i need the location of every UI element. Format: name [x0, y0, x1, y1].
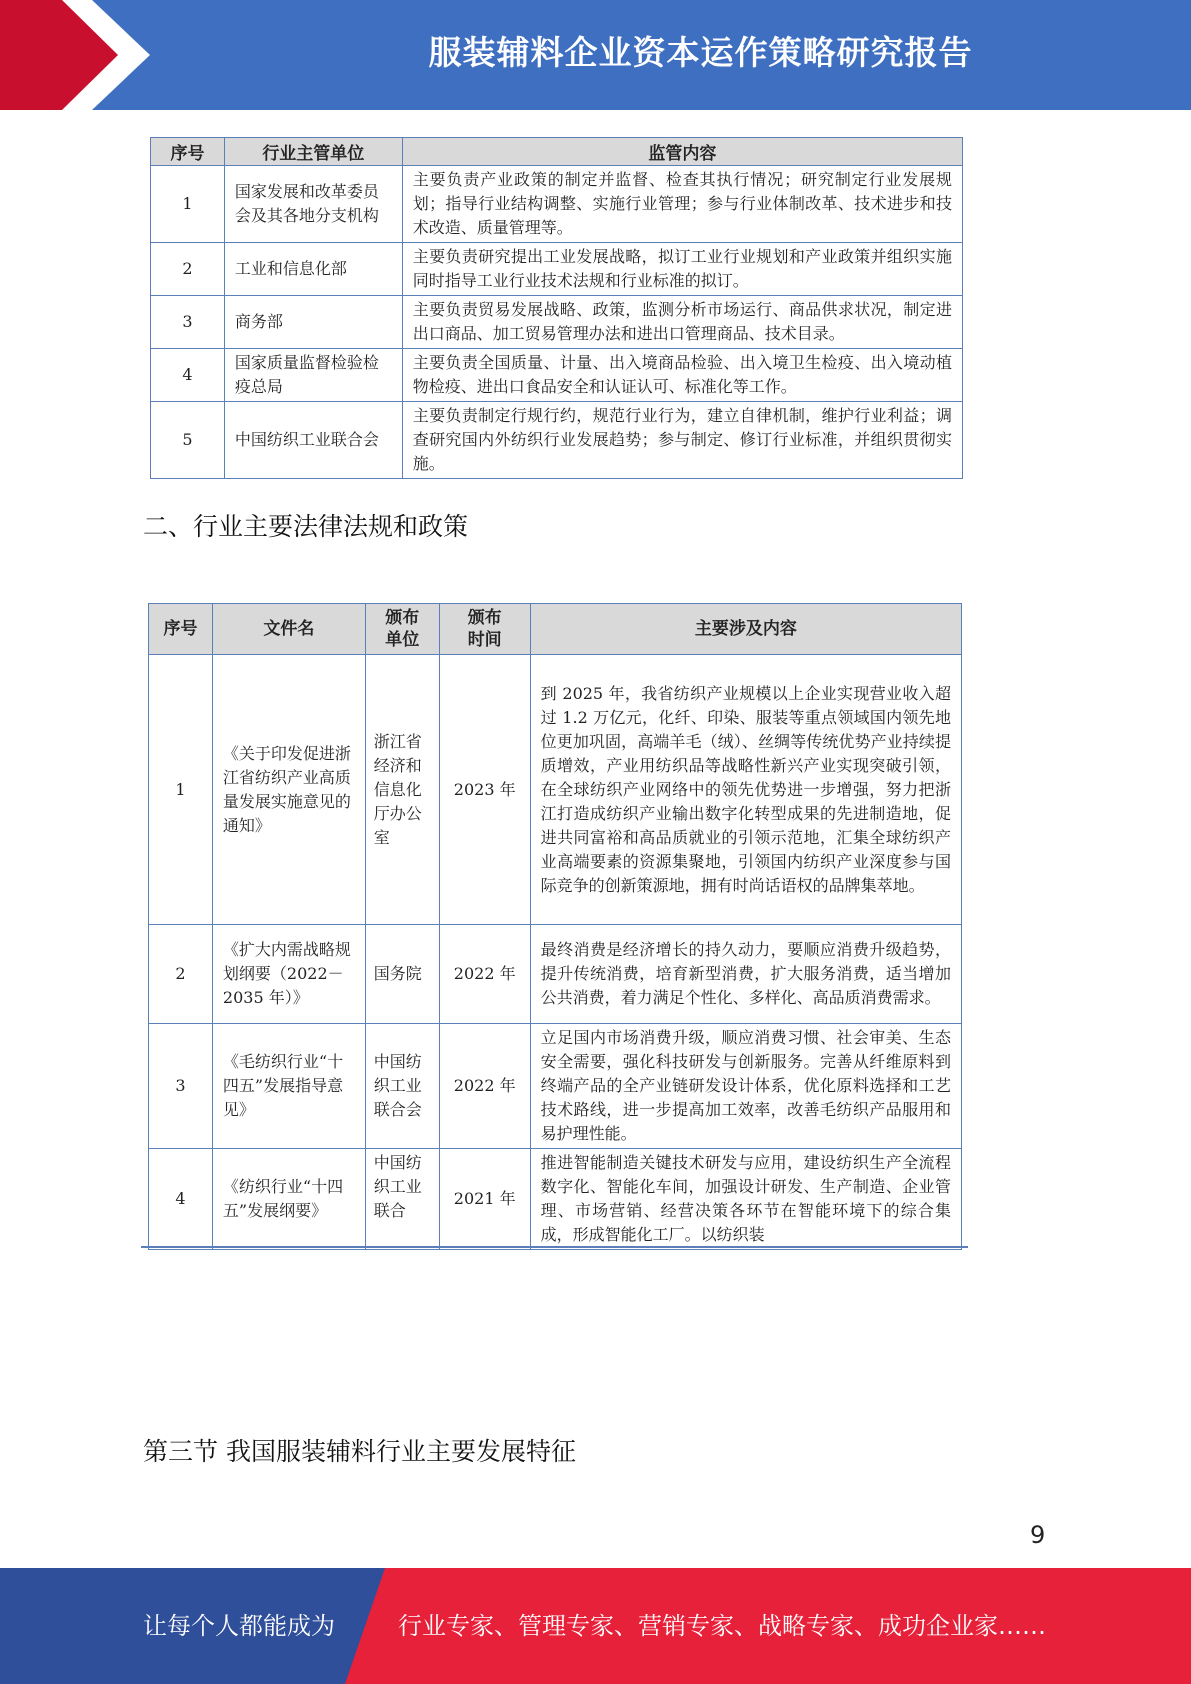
policy-table [148, 603, 962, 1250]
row-content: 最终消费是经济增长的持久动力，要顺应消费升级趋势，提升传统消费，培育新型消费，扩大服务消费，适当增加公共消费，着力满足个性化、多样化、高品质消费需求。 [530, 925, 961, 1024]
row-content: 推进智能制造关键技术研发与应用，建设纺织生产全流程数字化、智能化车间，加强设计研发、生产制造、企业管理、市场营销、经营决策各环节在智能环境下的综合集成，形成智能化工厂。以纺织装 [530, 1149, 961, 1250]
red-arrow-decoration [0, 0, 150, 110]
col-header-no: 序号 [151, 138, 225, 166]
col-header-content: 主要涉及内容 [530, 604, 961, 655]
row-no: 3 [149, 1024, 213, 1149]
row-content: 主要负责贸易发展战略、政策，监测分析市场运行、商品供求状况，制定进出口商品、加工贸易管理办法和进出口管理商品、技术目录。 [402, 296, 962, 349]
row-org: 商务部 [224, 296, 402, 349]
footer-slogan-left: 让每个人都能成为 [143, 1612, 335, 1640]
col-header-content: 监管内容 [402, 138, 962, 166]
table-row [149, 1024, 962, 1149]
col-header-unit: 颁布单位 [365, 604, 439, 655]
row-no: 5 [151, 402, 225, 479]
row-no: 1 [149, 655, 213, 925]
row-no: 1 [151, 166, 225, 243]
table-row [151, 166, 963, 243]
row-year: 2023 年 [439, 655, 530, 925]
row-unit: 浙江省经济和信息化厅办公室 [365, 655, 439, 925]
row-org: 国家质量监督检验检疫总局 [224, 349, 402, 402]
row-year: 2022 年 [439, 1024, 530, 1149]
section-heading-features: 第三节 我国服装辅料行业主要发展特征 [143, 1437, 576, 1466]
report-title: 服装辅料企业资本运作策略研究报告 [428, 33, 973, 72]
row-content: 主要负责研究提出工业发展战略，拟订工业行业规划和产业政策并组织实施同时指导工业行业技术法规和行业标准的拟订。 [402, 243, 962, 296]
row-unit: 国务院 [365, 925, 439, 1024]
row-no: 4 [149, 1149, 213, 1250]
header-banner [0, 0, 1191, 110]
row-org: 工业和信息化部 [224, 243, 402, 296]
row-year: 2022 年 [439, 925, 530, 1024]
page-number: 9 [1030, 1521, 1046, 1549]
col-header-date: 颁布时间 [439, 604, 530, 655]
table-row [149, 655, 962, 925]
row-unit: 中国纺织工业联合 [365, 1149, 439, 1250]
col-header-no: 序号 [149, 604, 213, 655]
table-row [151, 402, 963, 479]
row-no: 3 [151, 296, 225, 349]
row-org: 国家发展和改革委员会及其各地分支机构 [224, 166, 402, 243]
table-row [151, 296, 963, 349]
col-header-org: 行业主管单位 [224, 138, 402, 166]
section-heading-laws: 二、行业主要法律法规和政策 [143, 512, 469, 541]
table-bottom-rule [141, 1246, 968, 1248]
table-header-row [151, 138, 963, 166]
row-content: 主要负责产业政策的制定并监督、检查其执行情况；研究制定行业发展规划；指导行业结构调整、实施行业管理；参与行业体制改革、技术进步和技术改造、质量管理等。 [402, 166, 962, 243]
row-year: 2021 年 [439, 1149, 530, 1250]
table-row [151, 349, 963, 402]
row-content: 立足国内市场消费升级，顺应消费习惯、社会审美、生态安全需要，强化科技研发与创新服务。完善从纤维原料到终端产品的全产业链研发设计体系，优化原料选择和工艺技术路线，进一步提高加工效率，改善毛纺织产品服用和易护理性能。 [530, 1024, 961, 1149]
table-row [149, 1149, 962, 1250]
table-row [151, 243, 963, 296]
row-doc: 《毛纺织行业“十四五”发展指导意见》 [212, 1024, 365, 1149]
row-doc: 《关于印发促进浙江省纺织产业高质量发展实施意见的通知》 [212, 655, 365, 925]
col-header-doc: 文件名 [212, 604, 365, 655]
row-doc: 《扩大内需战略规划纲要（2022－2035 年）》 [212, 925, 365, 1024]
table-row [149, 925, 962, 1024]
row-content: 到 2025 年，我省纺织产业规模以上企业实现营业收入超过 1.2 万亿元，化纤、印染、服装等重点领域国内领先地位更加巩固，高端羊毛（绒）、丝绸等传统优势产业持续提质增效，产业用纺织品等战略性新兴产业实现突破引领，在全球纺织产业网络中的领先优势进一步增强，努力把浙江打造成纺织产业输出数字化转型成果的先进制造地，促进共同富裕和高品质就业的引领示范地，汇集全球纺织产业高端要素的资源集聚地，引领国内纺织产业深度参与国际竞争的创新策源地，拥有时尚话语权的品牌集萃地。 [530, 655, 961, 925]
row-content: 主要负责制定行规行约，规范行业行为，建立自律机制，维护行业利益；调查研究国内外纺织行业发展趋势；参与制定、修订行业标准，并组织贯彻实施。 [402, 402, 962, 479]
row-content: 主要负责全国质量、计量、出入境商品检验、出入境卫生检疫、出入境动植物检疫、进出口食品安全和认证认可、标准化等工作。 [402, 349, 962, 402]
row-doc: 《纺织行业“十四五”发展纲要》 [212, 1149, 365, 1250]
footer-banner [0, 1568, 1191, 1684]
row-no: 2 [151, 243, 225, 296]
row-org: 中国纺织工业联合会 [224, 402, 402, 479]
row-no: 4 [151, 349, 225, 402]
row-unit: 中国纺织工业联合会 [365, 1024, 439, 1149]
regulator-table [150, 137, 963, 479]
row-no: 2 [149, 925, 213, 1024]
table-header-row [149, 604, 962, 655]
footer-slogan-right: 行业专家、管理专家、营销专家、战略专家、成功企业家…… [398, 1612, 1046, 1640]
